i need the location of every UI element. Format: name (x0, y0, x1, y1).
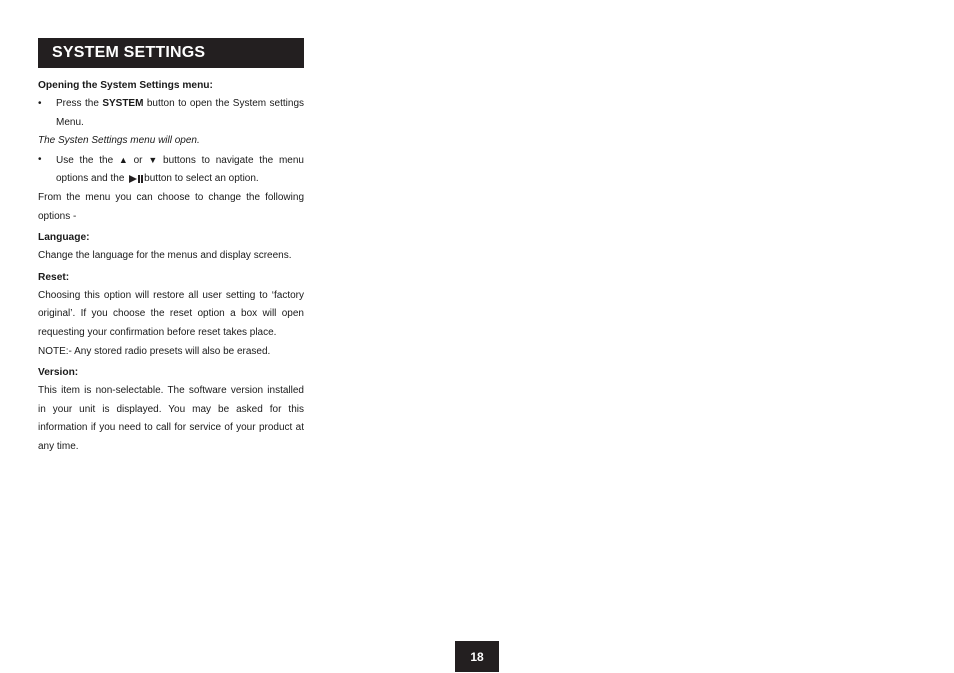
italic-note: The Systen Settings menu will open. (38, 135, 200, 147)
bullet-item-navigate (38, 151, 304, 189)
bullet1-post: button to open the System settings Menu. (56, 98, 305, 128)
language-text: Change the language for the menus and display screens. (38, 250, 292, 262)
body-text (38, 76, 304, 457)
intro-paragraph: From the menu you can choose to change the following options - (38, 191, 304, 222)
bullet2-or: or (133, 154, 143, 166)
reset-heading: Reset: (38, 271, 70, 283)
bullet-icon: • (38, 98, 42, 109)
system-key-label: SYSTEM (102, 98, 144, 109)
page-number: 18 (455, 641, 499, 672)
reset-note: NOTE:- Any stored radio presets will also be erased. (38, 345, 271, 357)
version-heading: Version: (38, 367, 79, 379)
bullet1-pre: Press the (56, 98, 99, 109)
version-text: This item is non-selectable. The software version installed in your unit is displayed. You may be asked for this information if you need to call for service of your product at any time. (38, 385, 304, 452)
up-arrow-icon: ▲ (118, 154, 128, 165)
bullet2-pre: Use the the (56, 154, 114, 166)
bullet-item-system (38, 95, 304, 132)
bullet-text-navigate (56, 151, 304, 189)
opening-heading: Opening the System Settings menu: (38, 80, 213, 91)
bullet-text-system (56, 95, 304, 132)
section-title: SYSTEM SETTINGS (52, 44, 206, 61)
bullet2-mid: buttons to navigate the menu options and the (56, 154, 304, 185)
bullet2-post: button to select an option. (144, 173, 259, 185)
language-heading: Language: (38, 232, 90, 244)
section-title-bar (38, 38, 304, 68)
bullet-icon: • (38, 153, 42, 165)
play-pause-icon (129, 175, 143, 183)
reset-text: Choosing this option will restore all user setting to ‘factory original’. If you choose the reset option a box will open requesting your confirmation before reset takes place. (38, 289, 304, 338)
settings-column (38, 38, 304, 457)
down-arrow-icon: ▼ (148, 154, 158, 165)
